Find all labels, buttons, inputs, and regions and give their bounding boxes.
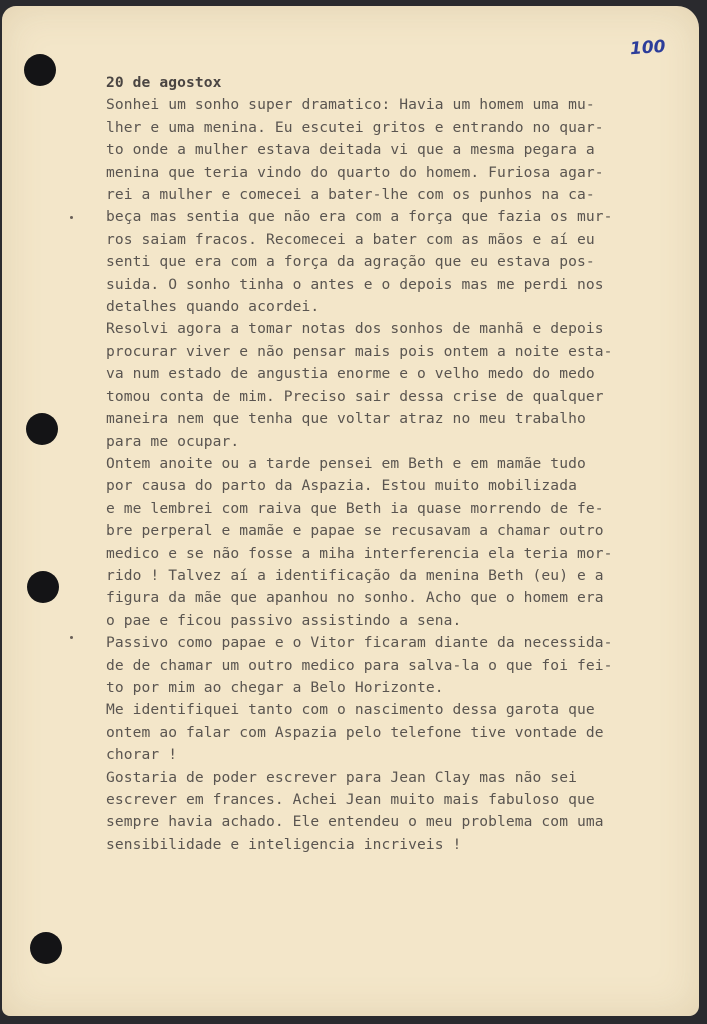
text-line: o pae e ficou passivo assistindo a sena. (106, 611, 462, 629)
binder-hole-2 (26, 413, 58, 445)
text-line: rei a mulher e comecei a bater-lhe com os punhos na ca- (106, 186, 595, 204)
typewritten-page (2, 6, 699, 1016)
text-line: de de chamar um outro medico para salva-la o que foi fei- (106, 656, 613, 674)
text-line: chorar ! (106, 746, 178, 764)
text-line: menina que teria vindo do quarto do homem. Furiosa agar- (106, 163, 604, 181)
binder-hole-1 (24, 54, 56, 86)
text-line: va num estado de angustia enorme e o velho medo do medo (106, 365, 595, 383)
text-line: beça mas sentia que não era com a força que fazia os mur- (106, 208, 613, 226)
text-line: ros saiam fracos. Recomecei a bater com as mãos e aí eu (106, 230, 595, 248)
text-line: Gostaria de poder escrever para Jean Clay mas não sei (106, 768, 577, 786)
text-line: bre perperal e mamãe e papae se recusavam a chamar outro (106, 522, 604, 540)
text-line: e me lembrei com raiva que Beth ia quase morrendo de fe- (106, 499, 604, 517)
entry-date: 20 de agostox (106, 74, 222, 91)
paper-speck (70, 216, 73, 219)
text-line: lher e uma menina. Eu escutei gritos e entrando no quar- (106, 118, 604, 136)
text-line: ontem ao falar com Aspazia pelo telefone tive vontade de (106, 723, 604, 741)
text-line: senti que era com a força da agração que eu estava pos- (106, 253, 595, 271)
paper-speck (70, 636, 73, 639)
text-line: sempre havia achado. Ele entendeu o meu problema com uma (106, 813, 604, 831)
text-line: por causa do parto da Aspazia. Estou muito mobilizada (106, 477, 577, 495)
text-line: figura da mãe que apanhou no sonho. Acho que o homem era (106, 589, 604, 607)
text-line: sensibilidade e inteligencia incriveis ! (106, 835, 462, 853)
text-line: procurar viver e não pensar mais pois ontem a noite esta- (106, 342, 613, 360)
text-line: escrever em frances. Achei Jean muito mais fabuloso que (106, 791, 595, 808)
diary-entry-text (106, 72, 686, 856)
text-line: Me identifiquei tanto com o nascimento dessa garota que (106, 701, 595, 719)
text-line: para me ocupar. (106, 432, 240, 450)
text-line: Ontem anoite ou a tarde pensei em Beth e em mamãe tudo (106, 454, 586, 472)
text-line: Sonhei um sonho super dramatico: Havia um homem uma mu- (106, 96, 595, 114)
text-line: detalhes quando acordei. (106, 298, 320, 316)
text-line: tomou conta de mim. Preciso sair dessa crise de qualquer (106, 387, 604, 405)
text-line: medico e se não fosse a miha interferencia ela teria mor- (106, 544, 613, 562)
binder-hole-3 (27, 571, 59, 603)
text-line: maneira nem que tenha que voltar atraz no meu trabalho (106, 410, 586, 428)
text-line: Resolvi agora a tomar notas dos sonhos de manhã e depois (106, 320, 604, 338)
text-line: rido ! Talvez aí a identificação da menina Beth (eu) e a (106, 566, 604, 584)
text-line: to por mim ao chegar a Belo Horizonte. (106, 678, 444, 696)
text-line: to onde a mulher estava deitada vi que a mesma pegara a (106, 141, 595, 159)
binder-hole-4 (30, 932, 62, 964)
text-line: Passivo como papae e o Vitor ficaram diante da necessida- (106, 634, 613, 652)
text-line: suida. O sonho tinha o antes e o depois mas me perdi nos (106, 275, 604, 293)
handwritten-page-number: 100 (629, 36, 667, 60)
